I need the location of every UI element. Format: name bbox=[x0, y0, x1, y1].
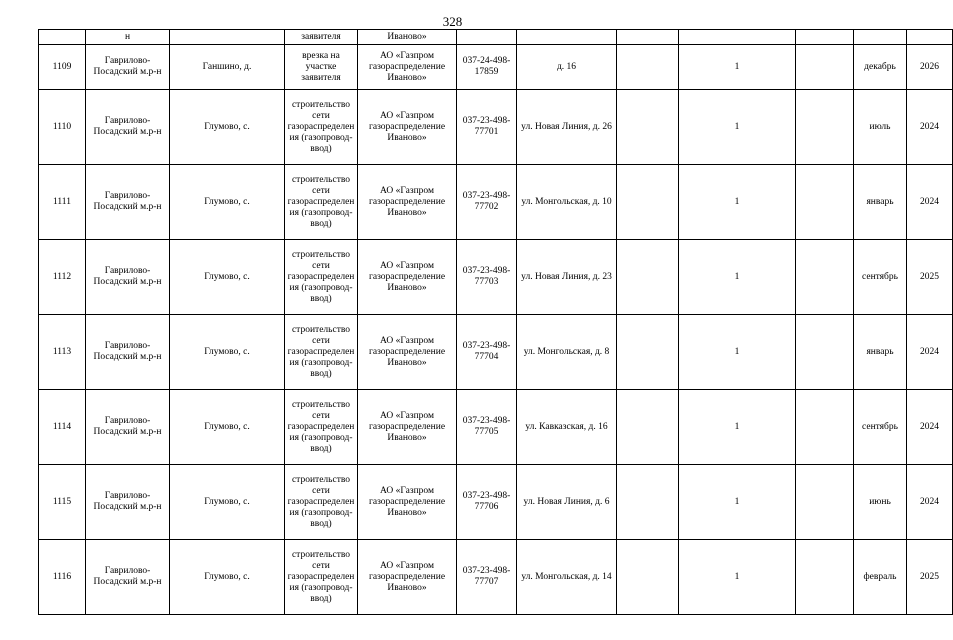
cell-month: февраль bbox=[854, 540, 907, 615]
cell-month: декабрь bbox=[854, 45, 907, 90]
table-row bbox=[39, 90, 953, 165]
cell-address: ул. Новая Линия, д. 26 bbox=[517, 90, 617, 165]
cell-quantity: 1 bbox=[679, 315, 796, 390]
cell-num: 1114 bbox=[39, 390, 86, 465]
cell-address: ул. Новая Линия, д. 6 bbox=[517, 465, 617, 540]
cell-num bbox=[39, 30, 86, 45]
cell-year: 2025 bbox=[907, 240, 953, 315]
cell-quantity: 1 bbox=[679, 240, 796, 315]
cell-address: ул. Монгольская, д. 14 bbox=[517, 540, 617, 615]
registry-table bbox=[38, 29, 953, 615]
cell-locality bbox=[170, 30, 285, 45]
cell-work-type: строительство сети газораспределения (газопровод-ввод) bbox=[285, 240, 358, 315]
cell-work-type: строительство сети газораспределения (газопровод-ввод) bbox=[285, 315, 358, 390]
cell-month: июль bbox=[854, 90, 907, 165]
cell-month bbox=[854, 30, 907, 45]
cell-extra2 bbox=[796, 165, 854, 240]
cell-extra2 bbox=[796, 540, 854, 615]
cell-district: Гаврилово-Посадский м.р-н bbox=[86, 90, 170, 165]
cell-code: 037-23-498-77701 bbox=[457, 90, 517, 165]
cell-locality: Ганшино, д. bbox=[170, 45, 285, 90]
cell-address: ул. Монгольская, д. 8 bbox=[517, 315, 617, 390]
cell-quantity: 1 bbox=[679, 165, 796, 240]
cell-address: д. 16 bbox=[517, 45, 617, 90]
cell-work-type: строительство сети газораспределения (газопровод-ввод) bbox=[285, 465, 358, 540]
cell-year: 2024 bbox=[907, 315, 953, 390]
page-number: 328 bbox=[442, 14, 463, 29]
cell-num: 1113 bbox=[39, 315, 86, 390]
cell-organization: АО «Газпром газораспределение Иваново» bbox=[358, 315, 457, 390]
cell-extra1 bbox=[617, 390, 679, 465]
table-row bbox=[39, 240, 953, 315]
cell-year: 2024 bbox=[907, 390, 953, 465]
cell-extra2 bbox=[796, 465, 854, 540]
cell-extra1 bbox=[617, 90, 679, 165]
cell-district: н bbox=[86, 30, 170, 45]
cell-extra2 bbox=[796, 390, 854, 465]
table-row bbox=[39, 465, 953, 540]
cell-code: 037-23-498-77704 bbox=[457, 315, 517, 390]
cell-address: ул. Монгольская, д. 10 bbox=[517, 165, 617, 240]
cell-work-type: строительство сети газораспределения (газопровод-ввод) bbox=[285, 165, 358, 240]
cell-code: 037-24-498-17859 bbox=[457, 45, 517, 90]
cell-locality: Глумово, с. bbox=[170, 540, 285, 615]
cell-extra2 bbox=[796, 315, 854, 390]
cell-code: 037-23-498-77702 bbox=[457, 165, 517, 240]
cell-organization: АО «Газпром газораспределение Иваново» bbox=[358, 465, 457, 540]
cell-district: Гаврилово-Посадский м.р-н bbox=[86, 240, 170, 315]
cell-work-type: врезка на участке заявителя bbox=[285, 45, 358, 90]
cell-address bbox=[517, 30, 617, 45]
cell-locality: Глумово, с. bbox=[170, 165, 285, 240]
cell-address: ул. Кавказская, д. 16 bbox=[517, 390, 617, 465]
table-row bbox=[39, 540, 953, 615]
cell-district: Гаврилово-Посадский м.р-н bbox=[86, 165, 170, 240]
cell-district: Гаврилово-Посадский м.р-н bbox=[86, 540, 170, 615]
cell-year: 2024 bbox=[907, 465, 953, 540]
cell-locality: Глумово, с. bbox=[170, 465, 285, 540]
cell-district: Гаврилово-Посадский м.р-н bbox=[86, 315, 170, 390]
cell-extra1 bbox=[617, 165, 679, 240]
cell-year: 2024 bbox=[907, 165, 953, 240]
cell-extra1 bbox=[617, 240, 679, 315]
cell-month: сентябрь bbox=[854, 390, 907, 465]
table-row-continuation bbox=[39, 30, 953, 45]
cell-month: январь bbox=[854, 165, 907, 240]
cell-num: 1111 bbox=[39, 165, 86, 240]
cell-quantity bbox=[679, 30, 796, 45]
cell-extra1 bbox=[617, 315, 679, 390]
cell-locality: Глумово, с. bbox=[170, 315, 285, 390]
cell-quantity: 1 bbox=[679, 90, 796, 165]
cell-code: 037-23-498-77703 bbox=[457, 240, 517, 315]
cell-year: 2025 bbox=[907, 540, 953, 615]
cell-organization: АО «Газпром газораспределение Иваново» bbox=[358, 540, 457, 615]
cell-organization: АО «Газпром газораспределение Иваново» bbox=[358, 390, 457, 465]
cell-organization: Иваново» bbox=[358, 30, 457, 45]
table-row bbox=[39, 390, 953, 465]
cell-district: Гаврилово-Посадский м.р-н bbox=[86, 465, 170, 540]
cell-code bbox=[457, 30, 517, 45]
cell-quantity: 1 bbox=[679, 540, 796, 615]
cell-extra2 bbox=[796, 30, 854, 45]
table-row bbox=[39, 165, 953, 240]
cell-address: ул. Новая Линия, д. 23 bbox=[517, 240, 617, 315]
cell-extra1 bbox=[617, 45, 679, 90]
cell-locality: Глумово, с. bbox=[170, 240, 285, 315]
cell-quantity: 1 bbox=[679, 45, 796, 90]
cell-work-type: строительство сети газораспределения (газопровод-ввод) bbox=[285, 540, 358, 615]
cell-organization: АО «Газпром газораспределение Иваново» bbox=[358, 165, 457, 240]
cell-code: 037-23-498-77707 bbox=[457, 540, 517, 615]
cell-extra2 bbox=[796, 45, 854, 90]
cell-work-type: строительство сети газораспределения (газопровод-ввод) bbox=[285, 90, 358, 165]
cell-quantity: 1 bbox=[679, 465, 796, 540]
table-row bbox=[39, 45, 953, 90]
cell-organization: АО «Газпром газораспределение Иваново» bbox=[358, 90, 457, 165]
cell-num: 1109 bbox=[39, 45, 86, 90]
cell-num: 1112 bbox=[39, 240, 86, 315]
cell-work-type: заявителя bbox=[285, 30, 358, 45]
cell-extra1 bbox=[617, 30, 679, 45]
cell-num: 1115 bbox=[39, 465, 86, 540]
cell-month: сентябрь bbox=[854, 240, 907, 315]
cell-num: 1116 bbox=[39, 540, 86, 615]
cell-month: январь bbox=[854, 315, 907, 390]
cell-year: 2024 bbox=[907, 90, 953, 165]
cell-organization: АО «Газпром газораспределение Иваново» bbox=[358, 45, 457, 90]
cell-num: 1110 bbox=[39, 90, 86, 165]
cell-district: Гаврилово-Посадский м.р-н bbox=[86, 390, 170, 465]
cell-locality: Глумово, с. bbox=[170, 90, 285, 165]
cell-year: 2026 bbox=[907, 45, 953, 90]
cell-month: июнь bbox=[854, 465, 907, 540]
cell-extra2 bbox=[796, 240, 854, 315]
cell-work-type: строительство сети газораспределения (газопровод-ввод) bbox=[285, 390, 358, 465]
cell-quantity: 1 bbox=[679, 390, 796, 465]
cell-year bbox=[907, 30, 953, 45]
cell-locality: Глумово, с. bbox=[170, 390, 285, 465]
cell-extra1 bbox=[617, 540, 679, 615]
cell-code: 037-23-498-77706 bbox=[457, 465, 517, 540]
cell-district: Гаврилово-Посадский м.р-н bbox=[86, 45, 170, 90]
cell-extra2 bbox=[796, 90, 854, 165]
table-row bbox=[39, 315, 953, 390]
cell-extra1 bbox=[617, 465, 679, 540]
cell-organization: АО «Газпром газораспределение Иваново» bbox=[358, 240, 457, 315]
cell-code: 037-23-498-77705 bbox=[457, 390, 517, 465]
